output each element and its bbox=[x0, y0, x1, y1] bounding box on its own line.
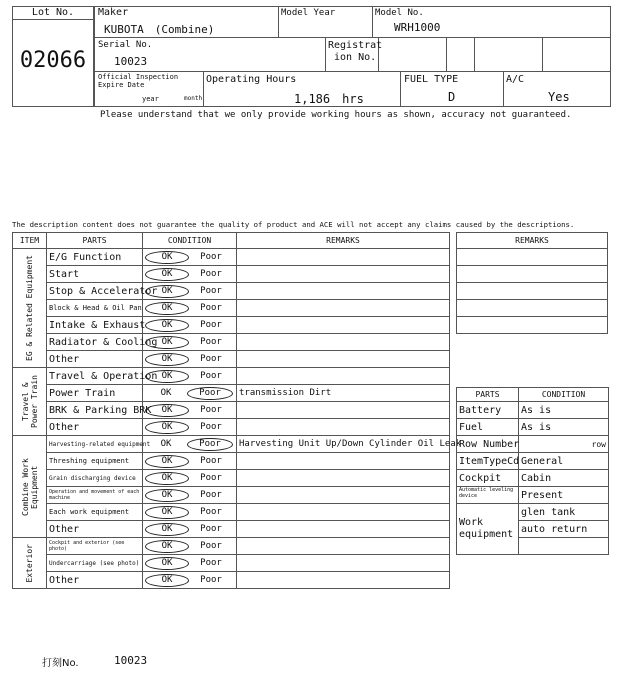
condition-ok: OK bbox=[145, 506, 189, 519]
inspection-label: Official Inspection Expire Date bbox=[98, 73, 179, 89]
condition-cell bbox=[143, 555, 237, 572]
condition-cell bbox=[143, 470, 237, 487]
condition-cell bbox=[143, 249, 237, 266]
condition-ok: OK bbox=[145, 557, 189, 570]
model-no-value: WRH1000 bbox=[394, 21, 441, 34]
condition-poor: Poor bbox=[200, 489, 222, 500]
work-equipment-value-1: glen tank bbox=[519, 504, 609, 521]
side-condition-header: CONDITION bbox=[519, 388, 609, 402]
condition-ok: OK bbox=[145, 574, 189, 587]
condition-cell bbox=[143, 538, 237, 555]
remarks-cell bbox=[237, 283, 450, 300]
condition-poor: Poor bbox=[200, 557, 222, 568]
table-row bbox=[13, 419, 450, 436]
condition-ok: OK bbox=[145, 421, 189, 434]
item-group-label: Exterior bbox=[25, 543, 34, 583]
condition-cell bbox=[143, 402, 237, 419]
remarks-cell bbox=[237, 368, 450, 385]
table-row bbox=[13, 266, 450, 283]
stamp-label: 打刻No. bbox=[42, 658, 79, 669]
condition-ok: OK bbox=[145, 455, 189, 468]
remarks-cell bbox=[237, 249, 450, 266]
table-row bbox=[13, 351, 450, 368]
condition-cell bbox=[143, 436, 237, 453]
table-row bbox=[13, 453, 450, 470]
condition-cell bbox=[143, 317, 237, 334]
battery-label: Battery bbox=[457, 402, 519, 419]
condition-ok: OK bbox=[145, 404, 189, 417]
registration-label: Registrat ion No. bbox=[328, 40, 383, 63]
side-remarks-row bbox=[457, 300, 608, 317]
header-parts: PARTS bbox=[47, 233, 143, 249]
item-group-label: Travel & Power Train bbox=[20, 375, 39, 428]
part-cell: BRK & Parking BRK bbox=[47, 402, 143, 419]
year-label: year bbox=[142, 95, 159, 103]
ac-label: A/C bbox=[506, 74, 525, 85]
part-cell: Undercarriage (see photo) bbox=[47, 555, 143, 572]
remarks-cell bbox=[237, 317, 450, 334]
item-group-label: EG & Related Equipment bbox=[25, 255, 34, 361]
remarks-cell bbox=[237, 266, 450, 283]
side-remarks-row bbox=[457, 317, 608, 334]
battery-value: As is bbox=[519, 402, 609, 419]
condition-cell bbox=[143, 300, 237, 317]
condition-ok: OK bbox=[145, 489, 189, 502]
operating-hours-label: Operating Hours bbox=[206, 74, 297, 85]
item-group-label: Combine Work Equipment bbox=[20, 457, 39, 516]
part-cell: Radiator & Cooling bbox=[47, 334, 143, 351]
part-cell: E/G Function bbox=[47, 249, 143, 266]
table-row bbox=[13, 538, 450, 555]
part-cell: Each work equipment bbox=[47, 504, 143, 521]
condition-ok: OK bbox=[145, 251, 189, 264]
model-year-label: Model Year bbox=[281, 8, 336, 18]
part-cell: Other bbox=[47, 572, 143, 589]
condition-poor: Poor bbox=[187, 438, 233, 451]
model-no-label: Model No. bbox=[375, 8, 424, 18]
condition-poor: Poor bbox=[200, 302, 222, 313]
side-parts-header: PARTS bbox=[457, 388, 519, 402]
part-cell: Other bbox=[47, 419, 143, 436]
condition-poor: Poor bbox=[200, 404, 222, 415]
item-group-cell bbox=[13, 538, 47, 589]
part-cell: Stop & Accelerator bbox=[47, 283, 143, 300]
month-label: month bbox=[184, 95, 203, 102]
side-remarks-row bbox=[457, 283, 608, 300]
serial-no-label: Serial No. bbox=[98, 40, 153, 50]
condition-ok: OK bbox=[145, 353, 189, 366]
row-number-unit: row bbox=[519, 436, 609, 453]
table-row bbox=[13, 317, 450, 334]
condition-cell bbox=[143, 419, 237, 436]
condition-cell bbox=[143, 283, 237, 300]
condition-ok: OK bbox=[145, 472, 189, 485]
disclaimer: The description content does not guarantee the quality of product and ACE will not accept any claims caused by the descriptions. bbox=[12, 220, 575, 229]
part-cell: Start bbox=[47, 266, 143, 283]
header-condition: CONDITION bbox=[143, 233, 237, 249]
remarks-cell bbox=[237, 300, 450, 317]
condition-cell bbox=[143, 334, 237, 351]
condition-poor: Poor bbox=[200, 336, 222, 347]
part-cell: Other bbox=[47, 351, 143, 368]
part-cell: Intake & Exhaust bbox=[47, 317, 143, 334]
header-remarks: REMARKS bbox=[237, 233, 450, 249]
remarks-cell: transmission Dirt bbox=[237, 385, 450, 402]
condition-poor: Poor bbox=[200, 285, 222, 296]
remarks-cell bbox=[237, 521, 450, 538]
stamp-value: 10023 bbox=[114, 654, 148, 667]
condition-ok: OK bbox=[160, 387, 172, 398]
work-equipment-value-3 bbox=[519, 538, 609, 555]
ac-value: Yes bbox=[548, 90, 570, 104]
condition-cell bbox=[143, 368, 237, 385]
table-row bbox=[13, 385, 450, 402]
table-row bbox=[13, 470, 450, 487]
condition-poor: Poor bbox=[200, 523, 222, 534]
side-remarks-row bbox=[457, 249, 608, 266]
fuel-type-value: D bbox=[448, 90, 456, 104]
condition-poor: Poor bbox=[200, 370, 222, 381]
condition-cell bbox=[143, 385, 237, 402]
condition-poor: Poor bbox=[200, 353, 222, 364]
remarks-cell bbox=[237, 555, 450, 572]
table-row bbox=[13, 249, 450, 266]
remarks-cell bbox=[237, 453, 450, 470]
part-cell: Block & Head & Oil Pan bbox=[47, 300, 143, 317]
maker-value: KUBOTA (Combine) bbox=[104, 23, 215, 36]
remarks-cell: Harvesting Unit Up/Down Cylinder Oil Leak bbox=[237, 436, 450, 453]
condition-poor: Poor bbox=[200, 455, 222, 466]
table-row bbox=[13, 555, 450, 572]
condition-poor: Poor bbox=[200, 421, 222, 432]
condition-cell bbox=[143, 266, 237, 283]
lot-no: 02066 bbox=[19, 48, 87, 73]
table-row bbox=[13, 504, 450, 521]
part-cell: Threshing equipment bbox=[47, 453, 143, 470]
inspection-table bbox=[12, 232, 462, 589]
operating-hours-value: 1,186 hrs bbox=[294, 92, 364, 106]
remarks-cell bbox=[237, 351, 450, 368]
side-remarks-row bbox=[457, 266, 608, 283]
table-row bbox=[13, 402, 450, 419]
table-row bbox=[13, 334, 450, 351]
cockpit-label: Cockpit bbox=[457, 470, 519, 487]
auto-level-label: Automatic leveling device bbox=[457, 487, 519, 504]
part-cell: Operation and movement of each machine bbox=[47, 487, 143, 504]
condition-cell bbox=[143, 351, 237, 368]
condition-poor: Poor bbox=[200, 472, 222, 483]
hours-notice: Please understand that we only provide working hours as shown, accuracy not guaranteed. bbox=[100, 110, 572, 120]
condition-cell bbox=[143, 487, 237, 504]
remarks-cell bbox=[237, 538, 450, 555]
remarks-cell bbox=[237, 334, 450, 351]
condition-ok: OK bbox=[145, 336, 189, 349]
condition-ok: OK bbox=[145, 523, 189, 536]
condition-ok: OK bbox=[145, 370, 189, 383]
lot-no-label: Lot No. bbox=[31, 7, 75, 18]
table-row bbox=[13, 300, 450, 317]
condition-cell bbox=[143, 572, 237, 589]
side-parts-table bbox=[456, 387, 608, 555]
condition-cell bbox=[143, 504, 237, 521]
table-row bbox=[13, 521, 450, 538]
condition-poor: Poor bbox=[200, 506, 222, 517]
remarks-cell bbox=[237, 402, 450, 419]
condition-ok: OK bbox=[145, 319, 189, 332]
condition-ok: OK bbox=[160, 438, 172, 449]
side-remarks-header: REMARKS bbox=[457, 233, 608, 249]
table-row bbox=[13, 368, 450, 385]
condition-poor: Poor bbox=[200, 540, 222, 551]
fuel-value: As is bbox=[519, 419, 609, 436]
itemtype-value: General bbox=[519, 453, 609, 470]
remarks-cell bbox=[237, 470, 450, 487]
row-number-label: Row Number bbox=[457, 436, 519, 453]
part-cell: Power Train bbox=[47, 385, 143, 402]
condition-poor: Poor bbox=[200, 268, 222, 279]
part-cell: Other bbox=[47, 521, 143, 538]
table-row bbox=[13, 436, 450, 453]
condition-poor: Poor bbox=[200, 574, 222, 585]
condition-poor: Poor bbox=[200, 251, 222, 262]
condition-cell bbox=[143, 453, 237, 470]
work-equipment-label: Work equipment bbox=[457, 504, 519, 555]
condition-ok: OK bbox=[145, 285, 189, 298]
condition-ok: OK bbox=[145, 302, 189, 315]
serial-no-value: 10023 bbox=[114, 55, 148, 68]
table-row bbox=[13, 572, 450, 589]
maker-label: Maker bbox=[98, 7, 129, 18]
item-group-cell bbox=[13, 368, 47, 436]
part-cell: Grain discharging device bbox=[47, 470, 143, 487]
fuel-type-label: FUEL TYPE bbox=[404, 74, 459, 85]
table-row bbox=[13, 487, 450, 504]
header-item: ITEM bbox=[13, 233, 47, 249]
part-cell: Harvesting-related equipment bbox=[47, 436, 143, 453]
fuel-label: Fuel bbox=[457, 419, 519, 436]
condition-ok: OK bbox=[145, 268, 189, 281]
remarks-cell bbox=[237, 419, 450, 436]
remarks-cell bbox=[237, 572, 450, 589]
part-cell: Cockpit and exterior (see photo) bbox=[47, 538, 143, 555]
condition-poor: Poor bbox=[187, 387, 233, 400]
table-row bbox=[13, 283, 450, 300]
auto-level-value: Present bbox=[519, 487, 609, 504]
item-group-cell bbox=[13, 436, 47, 538]
side-remarks bbox=[456, 232, 608, 336]
condition-cell bbox=[143, 521, 237, 538]
condition-ok: OK bbox=[145, 540, 189, 553]
itemtype-label: ItemTypeCd bbox=[457, 453, 519, 470]
cockpit-value: Cabin bbox=[519, 470, 609, 487]
work-equipment-value-2: auto return bbox=[519, 521, 609, 538]
part-cell: Travel & Operation bbox=[47, 368, 143, 385]
item-group-cell bbox=[13, 249, 47, 368]
remarks-cell bbox=[237, 504, 450, 521]
condition-poor: Poor bbox=[200, 319, 222, 330]
remarks-cell bbox=[237, 487, 450, 504]
